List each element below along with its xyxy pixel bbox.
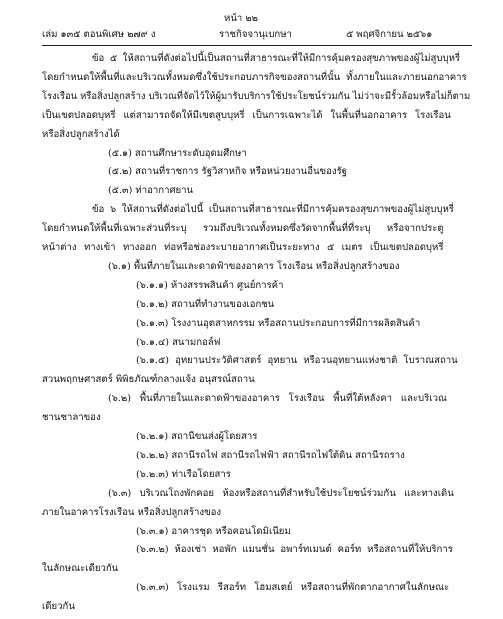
list-item: (๖.๓.๓) โรงแรม รีสอร์ท โฮมสเตย์ หรือสถานที่พักตากอากาศในลักษณะ <box>136 582 450 594</box>
list-item: (๖.๓.๒) ห้องเช่า หอพัก แมนชั่น อพาร์ทเมนต์ คอร์ท หรือสถานที่ให้บริการ <box>136 544 453 556</box>
list-item: (๖.๑.๓) โรงงานอุตสาหกรรม หรือสถานประกอบการที่มีการผลิตสินค้า <box>136 317 421 329</box>
list-item: (๖.๑.๒) สถานที่ทำงานของเอกชน <box>136 298 275 310</box>
text-line: โดยกำหนดให้พื้นที่และบริเวณทั้งหมดซึ่งใช้ประกอบภารกิจของสถานที่นั้น ทั้งภายในและภายนอกอาคาร <box>42 71 467 83</box>
list-item: (๖.๒) พื้นที่ภายในและดาดฟ้าของอาคาร โรงเรือน พื้นที่ใต้หลังคา และบริเวณ <box>108 393 447 405</box>
text-line: หน้าต่าง ทางเข้า ทางออก ท่อหรือช่องระบายอากาศเป็นระยะทาง ๕ เมตร เป็นเขตปลอดบุหรี่ <box>42 242 444 253</box>
text-line: ภายในอาคารโรงเรือน หรือสิ่งปลูกสร้างของ <box>42 506 222 518</box>
text-line: ในลักษณะเดียวกัน <box>42 563 119 575</box>
list-item: (๖.๑.๑) ห้างสรรพสินค้า ศูนย์การค้า <box>136 279 284 291</box>
text-line: หรือสิ่งปลูกสร้างได้ <box>42 128 120 140</box>
list-item: (๖.๑.๔) สนามกอล์ฟ <box>136 336 221 348</box>
volume-info: เล่ม ๑๓๕ ตอนพิเศษ ๒๗๙ ง <box>42 29 156 40</box>
list-item: (๖.๓.๑) อาคารชุด หรือคอนโดมิเนียม <box>136 525 291 537</box>
list-item: (๖.๓) บริเวณโถงพักคอย ห้องหรือสถานที่สำหรับใช้ประโยชน์ร่วมกัน และทางเดิน <box>108 487 454 499</box>
text-line: ข้อ ๖ ให้สถานที่ดังต่อไปนี้ เป็นสถานที่สาธารณะที่มีการคุ้มครองสุขภาพของผู้ไม่สูบบุหรี่ <box>92 204 454 216</box>
text-line: ชานชาลาของ <box>42 412 101 424</box>
list-item: (๖.๒.๑) สถานีขนส่งผู้โดยสาร <box>136 431 258 442</box>
text-line: โดยกำหนดให้พื้นที่เฉพาะส่วนที่ระบุ รวมถึงบริเวณทั้งหมดซึ่งวัดจากพื้นที่ที่ระบุ หรือจากประตู <box>42 223 444 235</box>
list-item: (๖.๒.๓) ท่าเรือโดยสาร <box>136 468 231 480</box>
list-item: (๕.๒) สถานที่ราชการ รัฐวิสาหกิจ หรือหน่วยงานอื่นของรัฐ <box>108 166 347 178</box>
text-line: เป็นเขตปลอดบุหรี่ แต่สามารถจัดให้มีเขตสูบบุหรี่ เป็นการเฉพาะได้ ในพื้นที่นอกอาคาร โรงเรือน <box>42 109 451 121</box>
page-number: หน้า ๒๒ <box>224 13 258 24</box>
text-line: โรงเรือน หรือสิ่งปลูกสร้าง บริเวณที่จัดไว้ให้ผู้มารับบริการใช้ประโยชน์ร่วมกัน ไม่ว่าจะมีรั้วล้อมหรือไม่ก็ตาม <box>42 90 471 102</box>
list-item: (๕.๑) สถานศึกษาระดับอุดมศึกษา <box>108 147 247 159</box>
list-item: (๖.๑.๕) อุทยานประวัติศาสตร์ อุทยาน หรือวนอุทยานแห่งชาติ โบราณสถาน <box>136 355 458 367</box>
text-line: เดียวกัน <box>42 601 75 613</box>
list-item: (๖.๒.๒) สถานีรถไฟ สถานีรถไฟฟ้า สถานีรถไฟใต้ดิน สถานีรถราง <box>136 449 405 461</box>
publication-date: ๕ พฤศจิกายน ๒๕๖๑ <box>346 29 433 40</box>
text-line: สวนพฤกษศาสตร์ พิพิธภัณฑ์กลางแจ้ง อนุสรณ์สถาน <box>42 374 255 386</box>
gazette-title: ราชกิจจานุเบกษา <box>219 29 292 40</box>
header-rule <box>42 45 472 46</box>
list-item: (๖.๑) พื้นที่ภายในและดาดฟ้าของอาคาร โรงเรือน หรือสิ่งปลูกสร้างของ <box>108 260 400 272</box>
list-item: (๕.๓) ท่าอากาศยาน <box>108 185 194 197</box>
text-line: ข้อ ๕ ให้สถานที่ดังต่อไปนี้เป็นสถานที่สาธารณะที่ให้มีการคุ้มครองสุขภาพของผู้ไม่สูบบุหรี่ <box>92 53 461 64</box>
